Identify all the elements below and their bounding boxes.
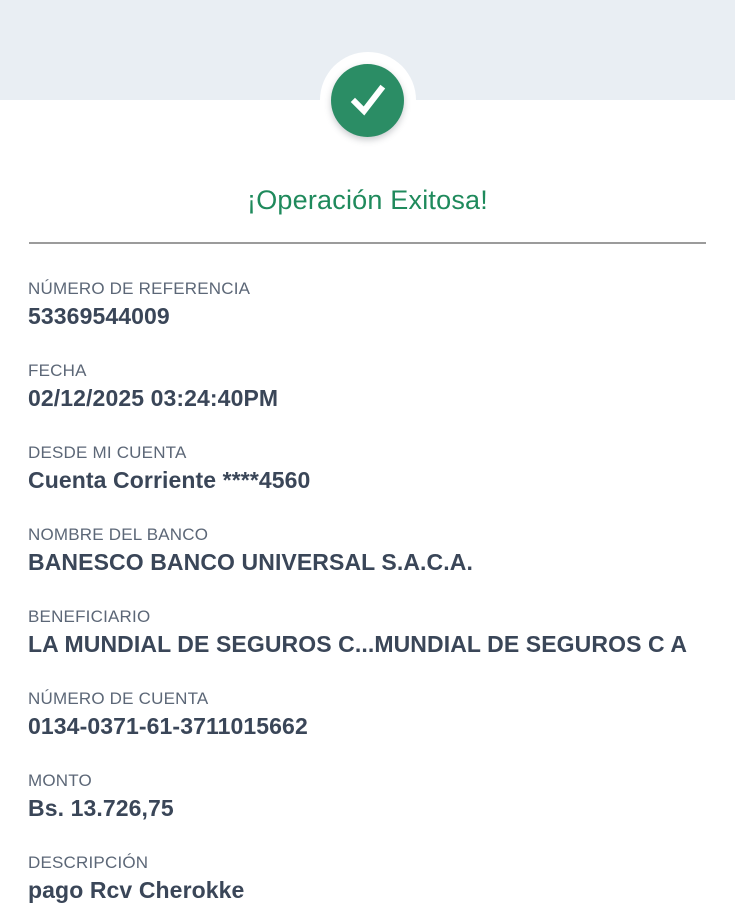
checkmark-icon — [344, 76, 392, 124]
field-label: DESDE MI CUENTA — [28, 443, 187, 462]
field-label: MONTO — [28, 771, 92, 790]
field-value: Bs. 13.726,75 — [28, 795, 174, 821]
field-label: NÚMERO DE CUENTA — [28, 689, 209, 708]
page-title: ¡Operación Exitosa! — [247, 185, 488, 215]
field-label: DESCRIPCIÓN — [28, 853, 149, 872]
field-value: BANESCO BANCO UNIVERSAL S.A.C.A. — [28, 549, 473, 575]
field-bank-name — [28, 523, 707, 577]
field-amount — [28, 769, 707, 823]
field-label: NOMBRE DEL BANCO — [28, 525, 209, 544]
field-source-account — [28, 441, 707, 495]
field-description — [28, 851, 707, 905]
field-label: BENEFICIARIO — [28, 607, 151, 626]
check-circle-icon — [331, 64, 404, 137]
field-value: 0134-0371-61-3711015662 — [28, 713, 308, 739]
field-reference-number — [28, 277, 707, 331]
field-value: pago Rcv Cherokke — [28, 877, 245, 903]
field-value: 02/12/2025 03:24:40PM — [28, 385, 279, 411]
field-beneficiary — [28, 605, 707, 659]
field-value: LA MUNDIAL DE SEGUROS C...MUNDIAL DE SEGUROS C A — [28, 631, 688, 657]
field-label: FECHA — [28, 361, 87, 380]
field-value: Cuenta Corriente ****4560 — [28, 467, 311, 493]
field-date — [28, 359, 707, 413]
field-label: NÚMERO DE REFERENCIA — [28, 279, 251, 298]
field-value: 53369544009 — [28, 303, 170, 329]
field-account-number — [28, 687, 707, 741]
success-icon-ring — [320, 52, 416, 148]
receipt-details — [0, 244, 735, 905]
